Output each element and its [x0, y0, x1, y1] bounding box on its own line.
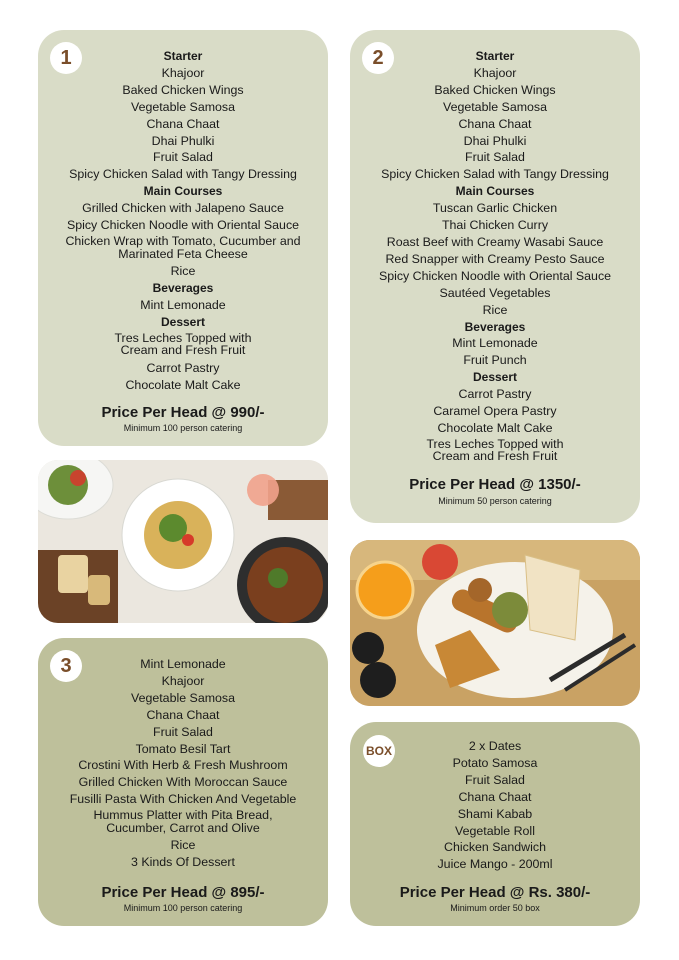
menu-items	[38, 48, 328, 394]
menu-item: Spicy Chicken Salad with Tangy Dressing	[69, 167, 297, 182]
menu-item: Khajoor	[473, 65, 517, 80]
menu-item: Chana Chaat	[458, 789, 532, 804]
menu-item: Fusilli Pasta With Chicken And Vegetable	[69, 792, 297, 807]
menu-item: Baked Chicken Wings	[122, 82, 244, 97]
section-heading: Dessert	[160, 314, 206, 329]
menu-number-badge: 1	[50, 42, 82, 74]
menu-item: Chocolate Malt Cake	[437, 420, 553, 435]
menu-item: Vegetable Roll	[455, 823, 535, 838]
menu-item: Chocolate Malt Cake	[125, 377, 241, 392]
minimum-note: Minimum 100 person catering	[123, 423, 243, 433]
menu-item: Grilled Chicken With Moroccan Sauce	[78, 775, 288, 790]
menu-item: Thai Chicken Curry	[441, 218, 549, 233]
section-heading: Main Courses	[455, 184, 535, 199]
menu-item: 2 x Dates	[468, 739, 522, 753]
menu-item: Dhai Phulki	[151, 133, 215, 148]
menu-item: Sautéed Vegetables	[439, 285, 551, 300]
menu-item: Fruit Salad	[465, 772, 525, 787]
food-photo-snack-plate	[350, 540, 640, 706]
menu-item: Tomato Besil Tart	[135, 741, 231, 756]
section-heading: Dessert	[472, 370, 518, 385]
menu-number-badge: 3	[50, 650, 82, 682]
menu-card-2	[350, 30, 640, 523]
price-per-head: Price Per Head @ 990/-	[101, 404, 265, 421]
minimum-note: Minimum order 50 box	[450, 903, 540, 913]
menu-item: Fruit Salad	[465, 150, 525, 165]
section-heading: Starter	[163, 49, 203, 63]
menu-item: Roast Beef with Creamy Wasabi Sauce	[386, 234, 604, 249]
menu-item: Rice	[170, 264, 196, 279]
menu-item: Dhai Phulki	[463, 133, 527, 148]
section-heading: Main Courses	[143, 184, 223, 199]
menu-item: Carrot Pastry	[458, 387, 532, 402]
menu-item: Chicken Sandwich	[444, 840, 546, 855]
menu-item: Mint Lemonade	[140, 657, 226, 671]
menu-item: Chana Chaat	[146, 707, 220, 722]
menu-item: Vegetable Samosa	[130, 99, 236, 114]
menu-item: Khajoor	[161, 673, 205, 688]
menu-item: Khajoor	[161, 65, 205, 80]
menu-items	[38, 656, 328, 871]
menu-items	[350, 738, 640, 873]
menu-item: Juice Mango - 200ml	[437, 857, 553, 872]
menu-item: Tres Leches Topped with Cream and Fresh Fruit	[426, 436, 564, 464]
menu-item: Baked Chicken Wings	[434, 82, 556, 97]
section-heading: Beverages	[464, 319, 526, 334]
menu-item: Rice	[482, 302, 508, 317]
price-per-head: Price Per Head @ Rs. 380/-	[399, 884, 591, 901]
price-per-head: Price Per Head @ 1350/-	[409, 476, 581, 493]
menu-item: Shami Kabab	[457, 806, 533, 821]
minimum-note: Minimum 100 person catering	[123, 903, 243, 913]
menu-item: Potato Samosa	[452, 755, 538, 770]
menu-item: Chana Chaat	[458, 116, 532, 131]
menu-item: Hummus Platter with Pita Bread, Cucumber, Carrot and Olive	[93, 808, 273, 835]
menu-card-box	[350, 722, 640, 926]
menu-item: Rice	[170, 838, 196, 853]
menu-item: Spicy Chicken Salad with Tangy Dressing	[381, 167, 609, 182]
menu-item: Tres Leches Topped with Cream and Fresh Fruit	[114, 330, 252, 358]
menu-item: Vegetable Samosa	[130, 690, 236, 705]
menu-item: Spicy Chicken Noodle with Oriental Sauce	[66, 218, 300, 233]
menu-item: Carrot Pastry	[146, 360, 220, 375]
menu-item: Fruit Salad	[153, 724, 213, 739]
menu-card-1	[38, 30, 328, 446]
menu-item: Mint Lemonade	[140, 297, 226, 312]
section-heading: Beverages	[152, 281, 214, 296]
section-heading: Starter	[475, 49, 515, 63]
menu-item: Fruit Salad	[153, 150, 213, 165]
menu-item: 3 Kinds Of Dessert	[131, 855, 235, 870]
minimum-note: Minimum 50 person catering	[438, 496, 552, 506]
menu-item: Fruit Punch	[463, 353, 527, 368]
menu-item: Grilled Chicken with Jalapeno Sauce	[82, 201, 284, 216]
menu-item: Chana Chaat	[146, 116, 220, 131]
menu-item: Caramel Opera Pastry	[433, 404, 557, 419]
menu-item: Chicken Wrap with Tomato, Cucumber and Marinated Feta Cheese	[65, 233, 301, 261]
menu-card-3	[38, 638, 328, 926]
menu-item: Vegetable Samosa	[442, 99, 548, 114]
menu-item: Spicy Chicken Noodle with Oriental Sauce	[378, 268, 612, 283]
box-badge: BOX	[363, 735, 395, 767]
menu-item: Red Snapper with Creamy Pesto Sauce	[385, 251, 605, 266]
menu-items	[350, 48, 640, 466]
food-photo-platters	[38, 460, 328, 623]
price-per-head: Price Per Head @ 895/-	[101, 884, 265, 901]
menu-number-badge: 2	[362, 42, 394, 74]
menu-item: Crostini With Herb & Fresh Mushroom	[78, 758, 288, 773]
menu-item: Tuscan Garlic Chicken	[432, 201, 558, 216]
menu-item: Mint Lemonade	[452, 336, 538, 351]
